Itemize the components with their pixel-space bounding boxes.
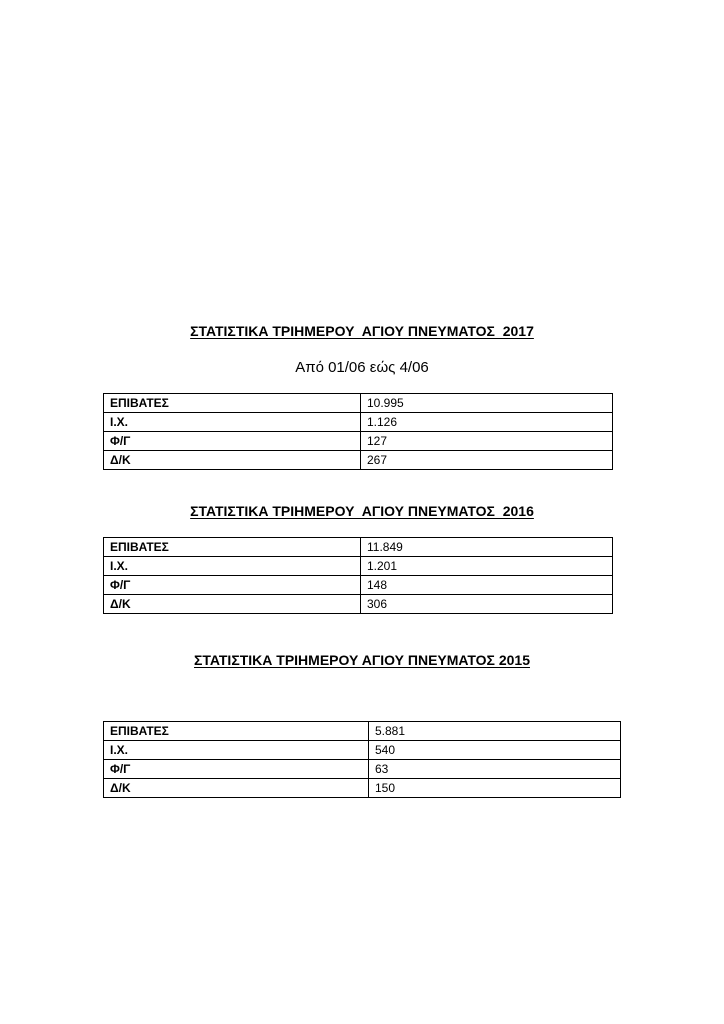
- table-row: [104, 413, 613, 432]
- table-row: [104, 557, 613, 576]
- row-value: 10.995: [361, 394, 613, 413]
- row-value: 1.126: [361, 413, 613, 432]
- section-title-2017: ΣΤΑΤΙΣΤΙΚΑ ΤΡΙΗΜΕΡΟΥ ΑΓΙΟΥ ΠΝΕΥΜΑΤΟΣ 2017: [190, 323, 534, 339]
- row-label: Ι.Χ.: [104, 413, 361, 432]
- row-value: 11.849: [361, 538, 613, 557]
- table-row: [104, 760, 621, 779]
- table-row: [104, 741, 621, 760]
- row-label: Δ/Κ: [104, 779, 369, 798]
- row-label: Φ/Γ: [104, 760, 369, 779]
- row-label: ΕΠΙΒΑΤΕΣ: [104, 538, 361, 557]
- row-value: 306: [361, 595, 613, 614]
- table-row: [104, 394, 613, 413]
- row-label: Δ/Κ: [104, 595, 361, 614]
- stats-table-2016: [103, 537, 613, 614]
- stats-table-2015: [103, 721, 621, 798]
- table-row: [104, 451, 613, 470]
- row-value: 63: [369, 760, 621, 779]
- row-label: Φ/Γ: [104, 576, 361, 595]
- row-label: Ι.Χ.: [104, 741, 369, 760]
- row-value: 150: [369, 779, 621, 798]
- table-row: [104, 595, 613, 614]
- row-value: 540: [369, 741, 621, 760]
- row-value: 267: [361, 451, 613, 470]
- table-row: [104, 576, 613, 595]
- table-row: [104, 538, 613, 557]
- section-title-2016: ΣΤΑΤΙΣΤΙΚΑ ΤΡΙΗΜΕΡΟΥ ΑΓΙΟΥ ΠΝΕΥΜΑΤΟΣ 2016: [190, 503, 534, 519]
- table-row: [104, 432, 613, 451]
- date-range-2017: Από 01/06 εώς 4/06: [295, 359, 429, 376]
- row-label: ΕΠΙΒΑΤΕΣ: [104, 722, 369, 741]
- row-label: ΕΠΙΒΑΤΕΣ: [104, 394, 361, 413]
- table-row: [104, 779, 621, 798]
- stats-table-2017: [103, 393, 613, 470]
- row-label: Ι.Χ.: [104, 557, 361, 576]
- row-label: Δ/Κ: [104, 451, 361, 470]
- table-row: [104, 722, 621, 741]
- row-value: 5.881: [369, 722, 621, 741]
- row-value: 127: [361, 432, 613, 451]
- row-value: 1.201: [361, 557, 613, 576]
- row-value: 148: [361, 576, 613, 595]
- section-title-2015: ΣΤΑΤΙΣΤΙΚΑ ΤΡΙΗΜΕΡΟΥ ΑΓΙΟΥ ΠΝΕΥΜΑΤΟΣ 2015: [194, 652, 530, 668]
- row-label: Φ/Γ: [104, 432, 361, 451]
